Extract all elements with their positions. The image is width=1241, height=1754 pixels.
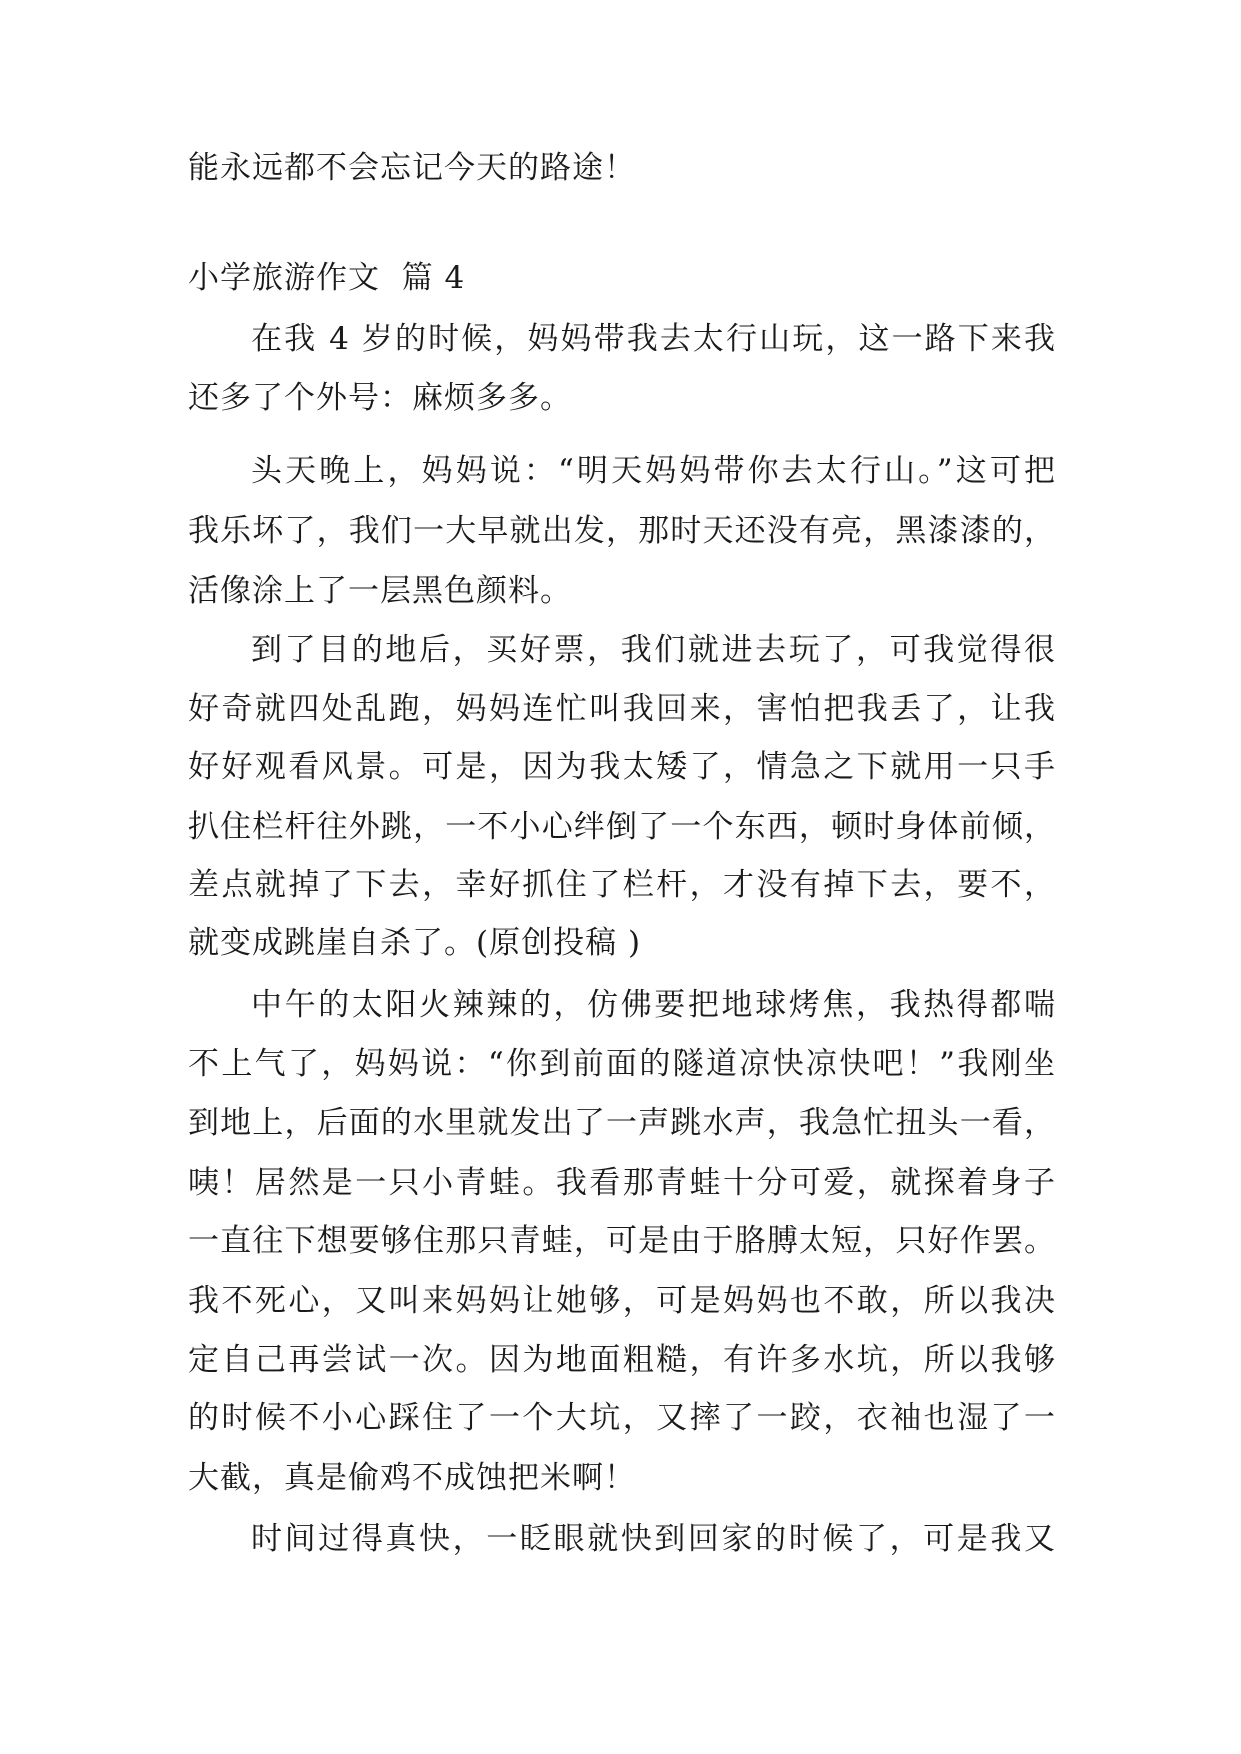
paragraph-line: 到了目的地后，买好票，我们就进去玩了，可我觉得很 bbox=[251, 632, 1056, 668]
paragraph-line: 时间过得真快，一眨眼就快到回家的时候了，可是我又 bbox=[251, 1521, 1056, 1557]
paragraph-line: 好奇就四处乱跑，妈妈连忙叫我回来，害怕把我丢了，让我 bbox=[188, 691, 1056, 727]
paragraph-line: 定自己再尝试一次。因为地面粗糙，有许多水坑，所以我够 bbox=[188, 1342, 1056, 1378]
paragraph-line: 我乐坏了，我们一大早就出发，那时天还没有亮，黑漆漆的， bbox=[188, 513, 1056, 549]
closing-line: 能永远都不会忘记今天的路途！ bbox=[188, 150, 636, 186]
paragraph-line: 头天晚上，妈妈说：“明天妈妈带你去太行山。”这可把 bbox=[251, 453, 1056, 489]
paragraph-line: 好好观看风景。可是，因为我太矮了，情急之下就用一只手 bbox=[188, 749, 1056, 785]
paragraph-line: 在我 4 岁的时候，妈妈带我去太行山玩，这一路下来我 bbox=[251, 321, 1056, 357]
paragraph-line: 大截，真是偷鸡不成蚀把米啊！ bbox=[188, 1460, 636, 1496]
section-title: 小学旅游作文 篇 4 bbox=[188, 260, 466, 296]
paragraph-line: 咦！居然是一只小青蛙。我看那青蛙十分可爱，就探着身子 bbox=[188, 1165, 1056, 1201]
paragraph-line: 就变成跳崖自杀了。(原创投稿 ) bbox=[188, 925, 642, 961]
paragraph-line: 活像涂上了一层黑色颜料。 bbox=[188, 573, 572, 609]
paragraph-line: 我不死心，又叫来妈妈让她够，可是妈妈也不敢，所以我决 bbox=[188, 1283, 1056, 1319]
paragraph-line: 中午的太阳火辣辣的，仿佛要把地球烤焦，我热得都喘 bbox=[251, 987, 1056, 1023]
paragraph-line: 还多了个外号：麻烦多多。 bbox=[188, 380, 572, 416]
paragraph-line: 差点就掉了下去，幸好抓住了栏杆，才没有掉下去，要不， bbox=[188, 867, 1056, 903]
paragraph-line: 一直往下想要够住那只青蛙，可是由于胳膊太短，只好作罢。 bbox=[188, 1223, 1056, 1259]
paragraph-line: 的时候不小心踩住了一个大坑，又摔了一跤，衣袖也湿了一 bbox=[188, 1400, 1056, 1436]
paragraph-line: 不上气了，妈妈说：“你到前面的隧道凉快凉快吧！”我刚坐 bbox=[188, 1046, 1056, 1082]
paragraph-line: 扒住栏杆往外跳，一不小心绊倒了一个东西，顿时身体前倾， bbox=[188, 809, 1056, 845]
paragraph-line: 到地上，后面的水里就发出了一声跳水声，我急忙扭头一看， bbox=[188, 1105, 1056, 1141]
